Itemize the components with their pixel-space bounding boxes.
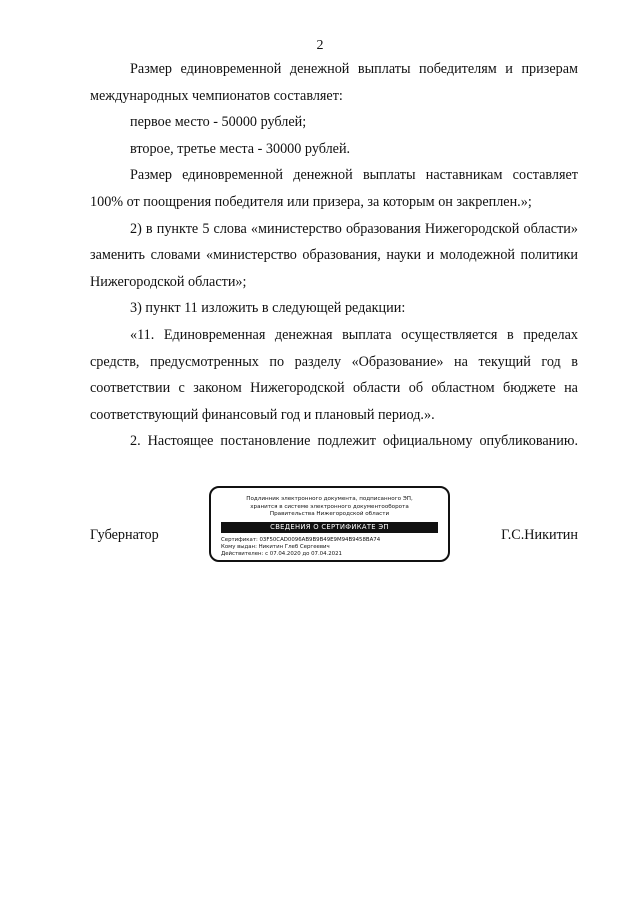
certificate-number: Сертификат: 03F50CAD0096AB9B9B49E9M94B9458BA74 — [221, 536, 381, 543]
certificate-owner: Кому выдан: Никитин Глеб Сергеевич — [221, 543, 330, 550]
paragraph: второе, третье места - 30000 рублей. — [130, 140, 351, 157]
paragraph: 2. Настоящее постановление подлежит официальному опубликованию. — [130, 433, 578, 450]
paragraph: 3) пункт 11 изложить в следующей редакции: — [130, 300, 406, 317]
stamp-title: СВЕДЕНИЯ О СЕРТИФИКАТЕ ЭП — [221, 522, 438, 533]
signer-name: Г.С.Никитин — [501, 527, 578, 543]
paragraph: Размер единовременной денежной выплаты победителям и призерам международных чемпионатов составляет: — [90, 61, 578, 104]
certificate-validity: Действителен: с 07.04.2020 до 07.04.2021 — [221, 550, 342, 557]
stamp-details — [221, 537, 448, 559]
stamp-header — [211, 496, 448, 519]
electronic-signature-stamp — [209, 486, 450, 562]
paragraph: 2) в пункте 5 слова «министерство образования Нижегородской области» заменить словами «министерство образования, науки и молодежной политики Нижегородской области»; — [90, 220, 578, 290]
stamp-line: Правительства Нижегородской области — [269, 511, 390, 517]
paragraph: первое место - 50000 рублей; — [130, 114, 307, 131]
stamp-line: Подлинник электронного документа, подписанного ЭП, — [246, 496, 413, 502]
page-number: 2 — [316, 38, 324, 53]
stamp-line: хранится в системе электронного документооборота — [250, 503, 409, 510]
document-body — [90, 56, 578, 455]
paragraph: Размер единовременной денежной выплаты наставникам составляет 100% от поощрения победителя или призера, за которым он закреплен.»; — [90, 167, 578, 210]
signer-position: Губернатор — [90, 527, 159, 543]
paragraph: «11. Единовременная денежная выплата осуществляется в пределах средств, предусмотренных по разделу «Образование» на текущий год в соответствии с законом Нижегородской области об областном бюджете на соответствующий финансовый год и плановый период.». — [90, 326, 578, 423]
